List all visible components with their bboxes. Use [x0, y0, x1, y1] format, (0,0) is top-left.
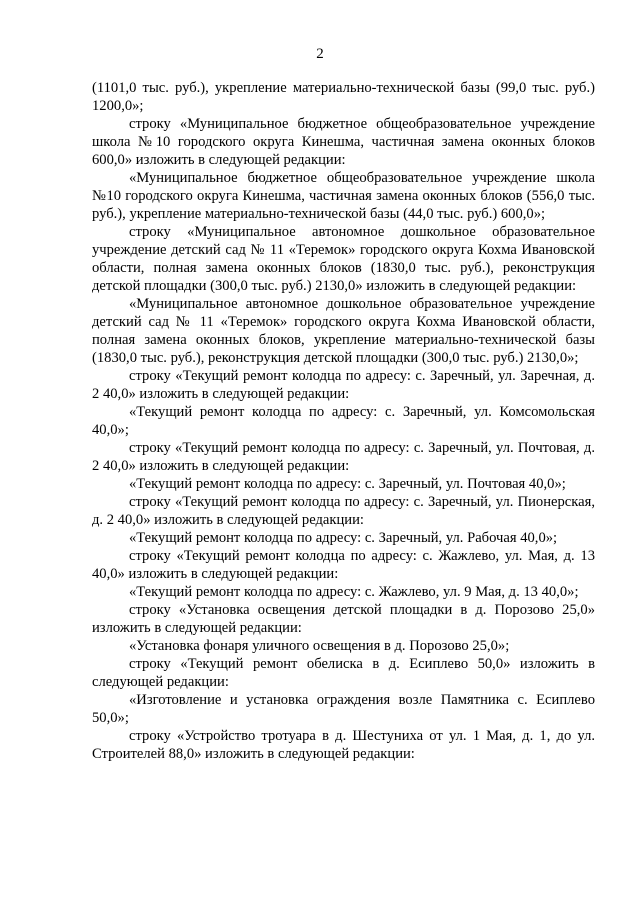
paragraph: «Текущий ремонт колодца по адресу: с. Заречный, ул. Рабочая 40,0»; — [129, 530, 558, 546]
paragraph: строку «Текущий ремонт колодца по адресу: с. Заречный, ул. Почтовая, д. 2 40,0» изложить в следующей редакции: — [92, 440, 595, 474]
document-body — [92, 79, 595, 763]
page-number: 2 — [316, 46, 324, 62]
paragraph: строку «Устройство тротуара в д. Шестуниха от ул. 1 Мая, д. 1, до ул. Строителей 88,0» изложить в следующей редакции: — [92, 728, 595, 762]
paragraph: строку «Муниципальное автономное дошкольное образовательное учреждение детский сад № 11 «Теремок» городского округа Кохма Ивановской области, полная замена оконных блоков (1830,0 тыс. руб.), реконструкция детской площадки (300,0 тыс. руб.) 2130,0» изложить в следующей редакции: — [92, 224, 595, 294]
paragraph: строку «Установка освещения детской площадки в д. Порозово 25,0» изложить в следующей редакции: — [92, 602, 595, 636]
paragraph: «Муниципальное бюджетное общеобразовательное учреждение школа №10 городского округа Кинешма, частичная замена оконных блоков (556,0 тыс. руб.), укрепление материально-технической базы (44,0 тыс. руб.) 600,0»; — [92, 170, 595, 222]
paragraph: строку «Текущий ремонт колодца по адресу: с. Заречный, ул. Заречная, д. 2 40,0» изложить в следующей редакции: — [92, 368, 595, 402]
paragraph: строку «Текущий ремонт колодца по адресу: с. Заречный, ул. Пионерская, д. 2 40,0» изложить в следующей редакции: — [92, 494, 595, 528]
paragraph: «Установка фонаря уличного освещения в д. Порозово 25,0»; — [129, 638, 510, 654]
paragraph: «Текущий ремонт колодца по адресу: с. Заречный, ул. Комсомольская 40,0»; — [92, 404, 595, 438]
paragraph: строку «Муниципальное бюджетное общеобразовательное учреждение школа №10 городского округа Кинешма, частичная замена оконных блоков 600,0» изложить в следующей редакции: — [92, 116, 595, 168]
paragraph: строку «Текущий ремонт колодца по адресу: с. Жажлево, ул. Мая, д. 13 40,0» изложить в следующей редакции: — [92, 548, 595, 582]
paragraph: «Текущий ремонт колодца по адресу: с. Заречный, ул. Почтовая 40,0»; — [129, 476, 566, 492]
paragraph: «Текущий ремонт колодца по адресу: с. Жажлево, ул. 9 Мая, д. 13 40,0»; — [129, 584, 579, 600]
paragraph: строку «Текущий ремонт обелиска в д. Есиплево 50,0» изложить в следующей редакции: — [92, 656, 595, 690]
paragraph: (1101,0 тыс. руб.), укрепление материально-технической базы (99,0 тыс. руб.) 1200,0»; — [92, 80, 595, 114]
paragraph: «Изготовление и установка ограждения возле Памятника с. Есиплево 50,0»; — [92, 692, 595, 726]
paragraph: «Муниципальное автономное дошкольное образовательное учреждение детский сад № 11 «Теремок» городского округа Кохма Ивановской области, полная замена оконных блоков, укрепление материально-технической базы (1830,0 тыс. руб.), реконструкция детской площадки (300,0 тыс. руб.) 2130,0»; — [92, 296, 595, 366]
